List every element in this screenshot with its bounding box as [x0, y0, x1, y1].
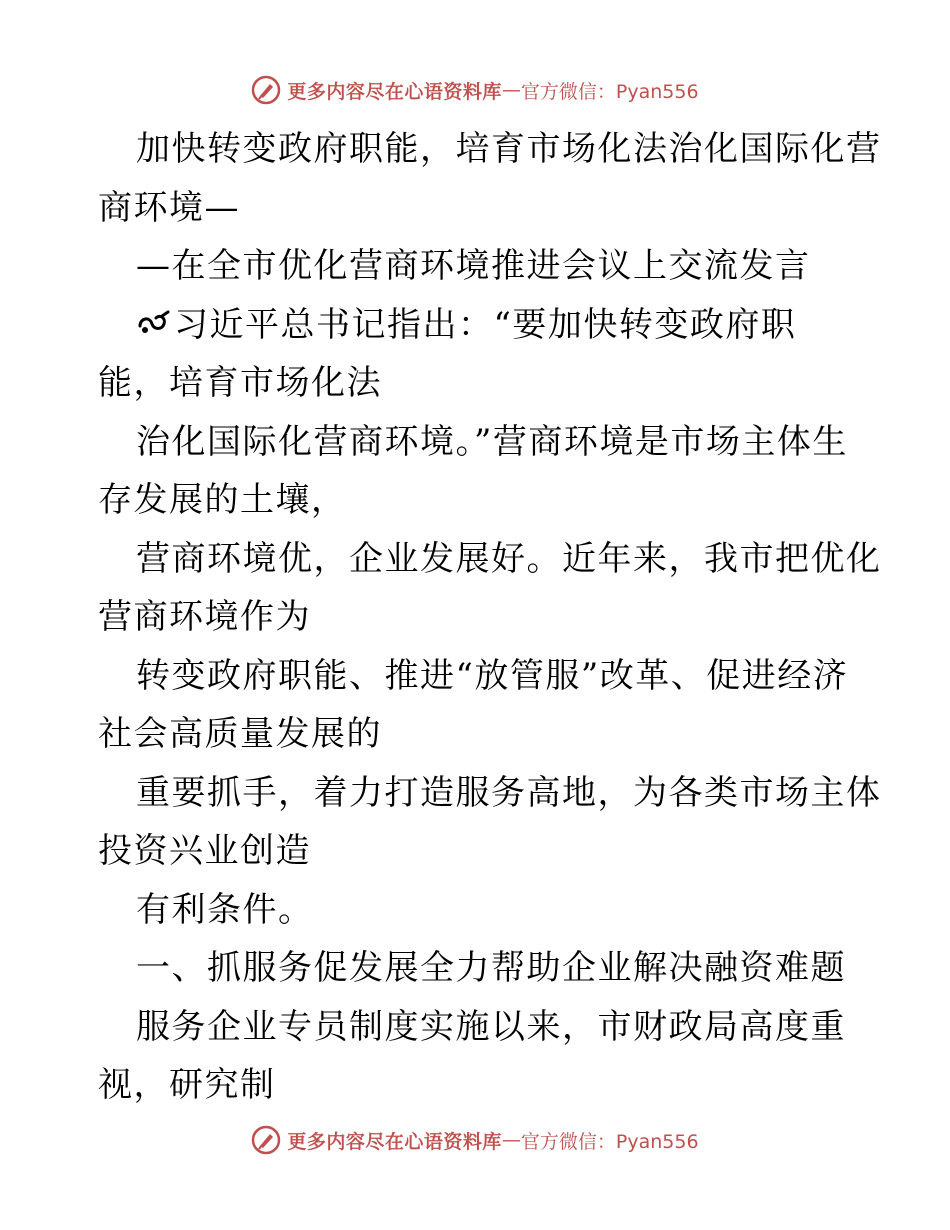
- watermark-brand: 更多内容尽在心语资料库: [287, 80, 502, 103]
- text-line: 视，研究制: [98, 1065, 276, 1105]
- watermark-wechat: 官方微信：Pyan556: [520, 1130, 699, 1153]
- watermark-separator: —: [501, 1129, 521, 1151]
- text-line: 加快转变政府职能，培育市场化法治化国际化营: [136, 129, 882, 169]
- quill-pen-logo-icon: [251, 1125, 281, 1155]
- text-line: —在全市优化营商环境推进会议上交流发言: [136, 246, 811, 286]
- watermark-brand: 更多内容尽在心语资料库: [287, 1130, 502, 1153]
- text-line: 习近平总书记指出：“要加快转变政府职: [98, 296, 858, 355]
- text-line: 治化国际化营商环境。”营商环境是市场主体生: [136, 421, 848, 462]
- text-line: 投资兴业创造: [98, 831, 311, 871]
- section-heading: 一、抓服务促发展全力帮助企业解决融资难题: [136, 948, 846, 988]
- watermark-separator: —: [501, 79, 521, 101]
- text-line: 社会高质量发展的: [98, 714, 382, 754]
- text-line: 商环境—: [98, 187, 240, 228]
- ornament-bullet-icon: [136, 306, 174, 340]
- watermark-wechat: 官方微信：Pyan556: [520, 80, 699, 103]
- text-line: 存发展的土壤，: [98, 480, 347, 520]
- footer-watermark: [0, 1122, 950, 1158]
- text-line: 有利条件。: [136, 889, 314, 930]
- header-watermark: [0, 72, 950, 108]
- text-line: 营商环境作为: [98, 597, 311, 637]
- text-line: 营商环境优，企业发展好。近年来，我市把优化: [136, 538, 882, 579]
- text-line: 转变政府职能、推进“放管服”改革、促进经济: [136, 655, 849, 696]
- quill-pen-logo-icon: [251, 75, 281, 105]
- text-line: 重要抓手，着力打造服务高地，为各类市场主体: [136, 772, 882, 813]
- text-line: 能，培育市场化法: [98, 363, 382, 403]
- document-body: [98, 120, 882, 1115]
- text-line: 服务企业专员制度实施以来，市财政局高度重: [136, 1006, 846, 1047]
